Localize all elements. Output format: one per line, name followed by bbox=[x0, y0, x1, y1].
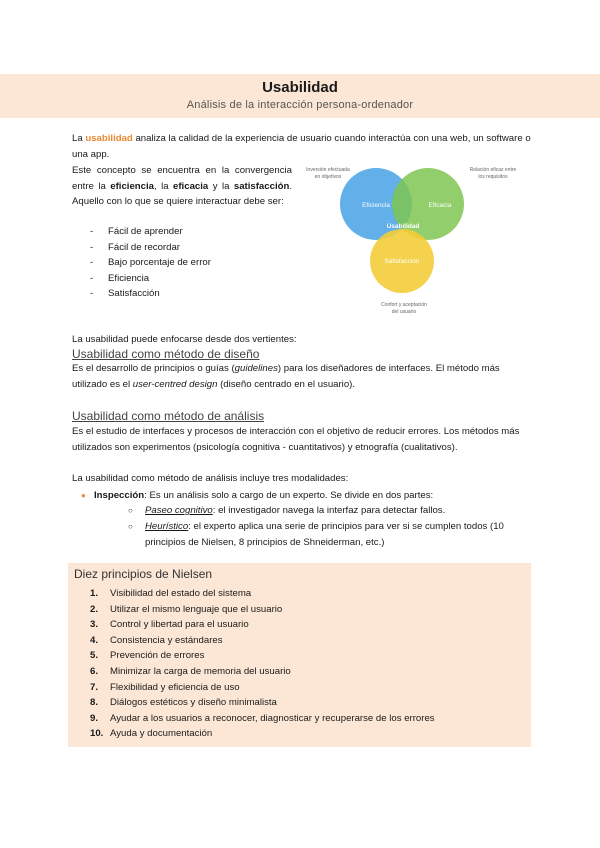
page-title: Usabilidad bbox=[262, 79, 338, 96]
list-item: - Eficiencia bbox=[90, 271, 211, 287]
page-subtitle: Análisis de la interacción persona-ordenador bbox=[186, 99, 414, 111]
heading-analisis: Usabilidad como método de análisis bbox=[72, 409, 265, 423]
venn-note-top-left-1: Inversión efectuada bbox=[306, 167, 350, 173]
nielsen-list bbox=[90, 586, 435, 742]
item-text: Ayuda y documentación bbox=[110, 728, 213, 740]
nielsen-box bbox=[68, 563, 531, 747]
item-text: Prevención de errores bbox=[110, 650, 205, 662]
item-text: Minimizar la carga de memoria del usuario bbox=[110, 665, 291, 677]
diseno-text: (diseño centrado en el usuario). bbox=[217, 378, 356, 390]
item-number: 5. bbox=[90, 650, 99, 662]
heuristico-text: : el experto aplica una serie de principios para ver si se cumplen todos (10 principios de Nielsen, 8 principios de Shneiderman, etc.) bbox=[145, 521, 504, 548]
list-item: - Fácil de recordar bbox=[90, 240, 211, 256]
vertientes-text: La usabilidad puede enfocarse desde dos vertientes: bbox=[72, 334, 297, 345]
venn-note-top-right-2: los requisitos bbox=[478, 174, 508, 180]
guidelines-term: guidelines bbox=[234, 363, 278, 374]
paseo-text: : el investigador navega la interfaz para detectar fallos. bbox=[212, 505, 446, 516]
list-item bbox=[90, 648, 435, 664]
heuristico-item bbox=[145, 519, 533, 550]
inspeccion-item bbox=[94, 488, 534, 504]
nielsen-title: Diez principios de Nielsen bbox=[74, 567, 213, 581]
analisis-paragraph: Es el estudio de interfaces y procesos de interacción con el objetivo de reducir errores. Los métodos más utilizados son experimentos (psicología cognitiva - cuantitativos) y etnografía (cualitativos). bbox=[72, 426, 520, 453]
item-number: 2. bbox=[90, 603, 99, 615]
item-text: Ayudar a los usuarios a reconocer, diagnosticar y recuperarse de los errores bbox=[110, 712, 435, 724]
usability-venn-diagram bbox=[300, 160, 540, 320]
list-item bbox=[90, 711, 435, 727]
item-number: 7. bbox=[90, 681, 99, 693]
convergence-text: y la bbox=[208, 180, 234, 192]
convergence-text: Este concepto se encuentra en la convergencia entre la bbox=[72, 165, 292, 192]
diseno-text: Es el desarrollo de principios o guías ( bbox=[72, 363, 235, 374]
paseo-item bbox=[145, 503, 533, 519]
item-text: Visibilidad del estado del sistema bbox=[110, 588, 252, 599]
list-item bbox=[90, 726, 435, 742]
list-item bbox=[90, 617, 435, 633]
item-number: 8. bbox=[90, 697, 99, 709]
paseo-term: Paseo cognitivo bbox=[145, 505, 213, 516]
list-item bbox=[90, 680, 435, 696]
diseno-text: ) para los diseñadores de interfaces. El método más utilizado es el bbox=[72, 363, 500, 390]
intro-text: analiza la calidad de la experiencia de usuario cuando interactúa con una web, un software o una app. bbox=[72, 133, 531, 160]
venn-label-eficacia: Eficacia bbox=[428, 202, 452, 209]
convergence-paragraph bbox=[72, 163, 292, 210]
diseno-paragraph bbox=[72, 361, 532, 392]
item-text: Flexibilidad y eficiencia de uso bbox=[110, 681, 240, 693]
list-item bbox=[90, 586, 435, 602]
list-item: - Fácil de aprender bbox=[90, 224, 211, 240]
convergence-text: . Aquello con lo que se quiere interactuar debe ser: bbox=[72, 180, 293, 207]
list-item bbox=[90, 664, 435, 680]
list-item bbox=[90, 602, 435, 618]
list-item: - Bajo porcentaje de error bbox=[90, 255, 211, 271]
title-banner bbox=[0, 74, 600, 118]
item-text: Diálogos estéticos y diseño minimalista bbox=[110, 697, 277, 709]
item-number: 6. bbox=[90, 665, 99, 677]
item-text: Utilizar el mismo lenguaje que el usuario bbox=[110, 603, 283, 615]
list-item: - Satisfacción bbox=[90, 286, 211, 302]
ucd-term: user-centred design bbox=[132, 378, 218, 390]
list-item bbox=[90, 633, 435, 649]
requirements-list bbox=[90, 224, 211, 302]
item-number: 1. bbox=[90, 588, 99, 599]
usabilidad-highlight: usabilidad bbox=[85, 133, 133, 144]
satisfaccion-term: satisfacción bbox=[233, 180, 290, 192]
item-text: Control y libertad para el usuario bbox=[110, 619, 249, 631]
eficacia-term: eficacia bbox=[173, 180, 209, 192]
item-text: Consistencia y estándares bbox=[110, 634, 223, 646]
heuristico-term: Heurístico bbox=[145, 521, 189, 532]
venn-note-bottom-2: del usuario bbox=[391, 309, 417, 315]
venn-label-eficiencia: Eficiencia bbox=[362, 202, 390, 209]
intro-text: La bbox=[72, 133, 86, 144]
venn-note-top-left-2: en objetivos bbox=[314, 174, 342, 180]
venn-center-label: Usabilidad bbox=[386, 223, 420, 230]
item-number: 3. bbox=[90, 619, 99, 631]
convergence-text: , la bbox=[153, 180, 174, 192]
venn-note-bottom-1: Confort y aceptación bbox=[381, 302, 427, 308]
item-number: 10. bbox=[90, 728, 104, 740]
eficiencia-term: eficiencia bbox=[110, 180, 154, 192]
inspeccion-text: : Es un análisis solo a cargo de un experto. Se divide en dos partes: bbox=[144, 490, 434, 501]
inspeccion-term: Inspección bbox=[94, 490, 145, 501]
list-item bbox=[90, 695, 435, 711]
heading-diseno: Usabilidad como método de diseño bbox=[72, 347, 260, 361]
venn-label-satisfaccion: Satisfacción bbox=[384, 258, 420, 265]
item-number: 9. bbox=[90, 712, 99, 724]
item-number: 4. bbox=[90, 634, 99, 646]
venn-note-top-right-1: Relación eficaz entre bbox=[469, 167, 517, 173]
intro-paragraph bbox=[72, 131, 532, 162]
modalidades-text: La usabilidad como método de análisis incluye tres modalidades: bbox=[72, 473, 349, 484]
